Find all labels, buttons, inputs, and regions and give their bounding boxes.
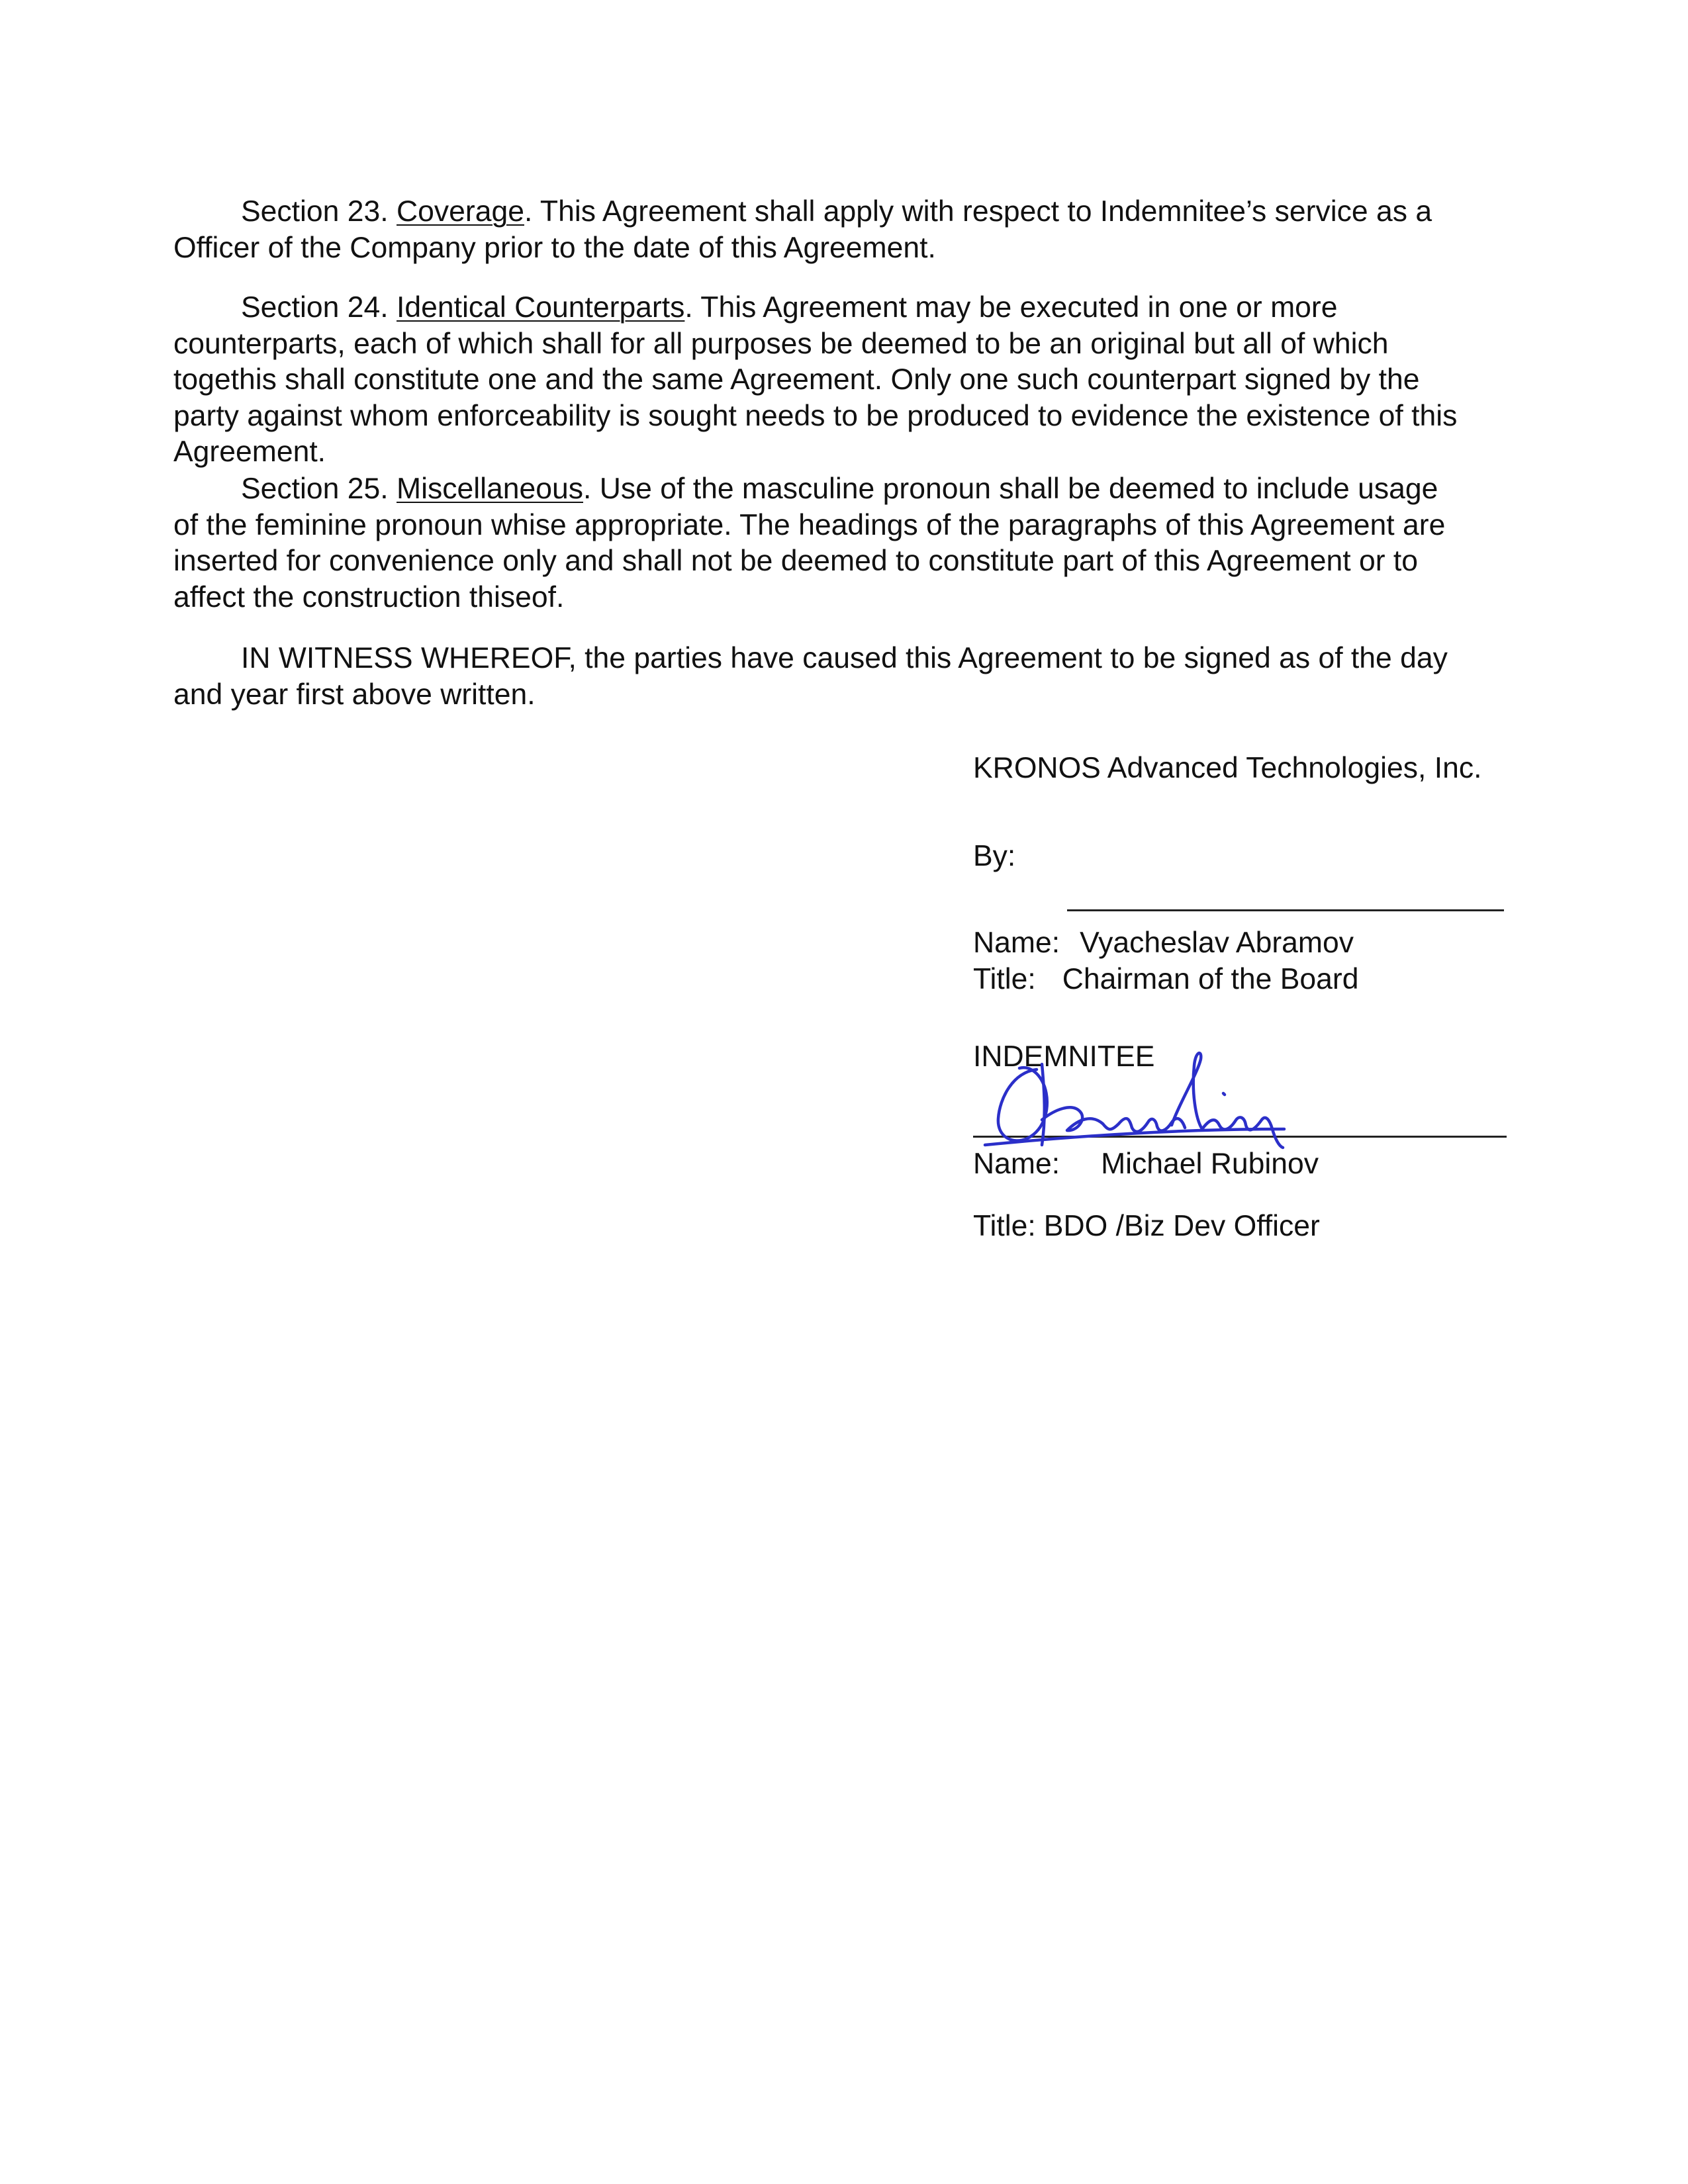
company-title-label: Title: <box>973 963 1036 995</box>
section-25-line-3: inserted for convenience only and shall not be deemed to constitute part of this Agreement or to <box>173 545 1419 577</box>
section-23-line-2: Officer of the Company prior to the date of this Agreement. <box>173 231 936 264</box>
section-25-line-4: affect the construction thiseof. <box>173 580 565 614</box>
section-25-prefix: Section 25. <box>241 473 397 505</box>
company-name: KRONOS Advanced Technologies, Inc. <box>973 752 1482 784</box>
section-23-heading: Coverage <box>397 195 524 228</box>
indemnitee-name-value: Michael Rubinov <box>1101 1148 1319 1180</box>
section-25-text: . Use of the masculine pronoun shall be deemed to include usage <box>583 473 1438 505</box>
company-signatory-name <box>973 925 1523 962</box>
indemnitee-name-label: Name: <box>973 1148 1060 1180</box>
section-24-line-3: togethis shall constitute one and the same Agreement. Only one such counterpart signed by the <box>173 363 1420 396</box>
section-24 <box>173 290 1517 471</box>
company-signature-line <box>1067 909 1504 911</box>
company-signatory-title <box>973 962 1523 998</box>
company-name-label: Name: <box>973 927 1060 959</box>
by-label: By: <box>973 840 1016 872</box>
section-23-line-1 <box>173 194 1517 230</box>
section-24-line-4: party against whom enforceability is sought needs to be produced to evidence the existence of this <box>173 399 1458 432</box>
company-name-value: Vyacheslav Abramov <box>1080 927 1354 959</box>
indemnitee-name <box>973 1146 1523 1183</box>
company-title-value: Chairman of the Board <box>1062 963 1359 995</box>
indemnitee-title-value: BDO /Biz Dev Officer <box>1043 1210 1320 1242</box>
section-24-heading: Identical Counterparts <box>397 291 685 324</box>
witness-paragraph <box>173 641 1517 713</box>
witness-line-2: and year first above written. <box>173 678 536 711</box>
section-24-prefix: Section 24. <box>241 291 397 324</box>
indemnitee-label: INDEMNITEE <box>973 1040 1155 1073</box>
section-23 <box>173 194 1517 266</box>
section-23-prefix: Section 23. <box>241 195 397 228</box>
section-25-line-2: of the feminine pronoun whise appropriate. The headings of the paragraphs of this Agreement are <box>173 508 1446 541</box>
section-24-text: . This Agreement may be executed in one or more <box>684 291 1338 324</box>
witness-line-1: IN WITNESS WHEREOF, the parties have caused this Agreement to be signed as of the day <box>241 642 1448 674</box>
section-23-text: . This Agreement shall apply with respect to Indemnitee’s service as a <box>524 195 1432 228</box>
indemnitee-title <box>973 1208 1523 1245</box>
section-24-line-2: counterparts, each of which shall for all purposes be deemed to be an original but all of which <box>173 327 1389 360</box>
section-24-line-1 <box>173 290 1517 326</box>
section-25 <box>173 471 1517 615</box>
indemnitee-title-label: Title: <box>973 1210 1036 1242</box>
section-25-heading: Miscellaneous <box>397 473 583 505</box>
section-25-line-1 <box>173 471 1517 508</box>
section-24-line-5: Agreement. <box>173 435 326 468</box>
